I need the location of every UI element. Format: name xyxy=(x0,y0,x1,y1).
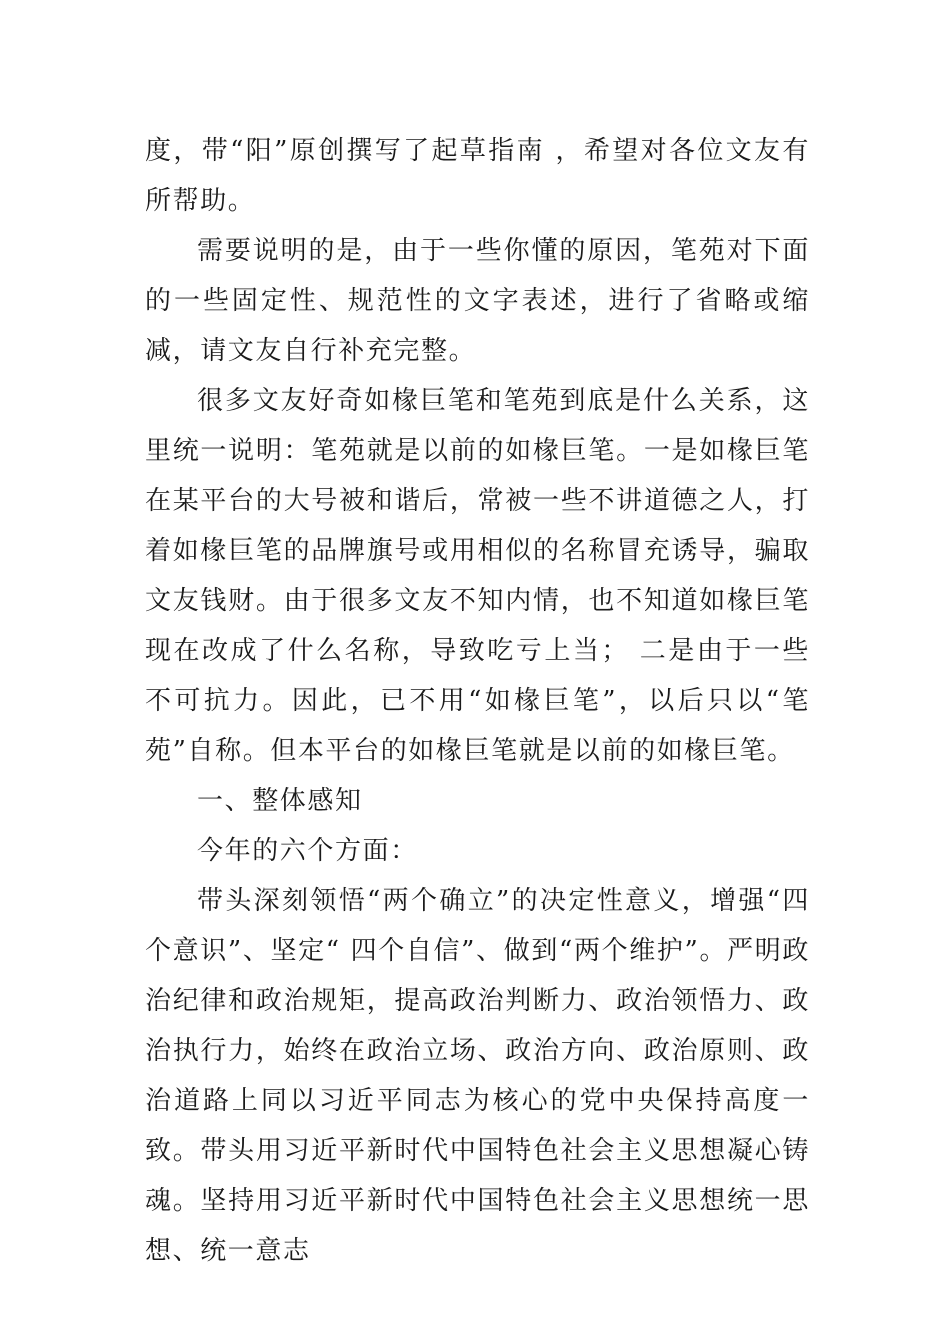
paragraph-note: 需要说明的是，由于一些你懂的原因，笔苑对下面的一些固定性、规范性的文字表述，进行了省略或缩减，请文友自行补充完整。 xyxy=(145,236,810,366)
section-heading: 一、整体感知 xyxy=(197,786,363,816)
paragraph-body: 带头深刻领悟“两个确立”的决定性意义，增强“四个意识”、坚定“ 四个自信”、做到“两个维护”。严明政治纪律和政治规矩，提高政治判断力、政治领悟力、政治执行力，始终在政治立场、政治方向、政治原则、政治道路上同以习近平同志为核心的党中央保持高度一致。带头用习近平新时代中国特色社会主义思想凝心铸魂。坚持用习近平新时代中国特色社会主义思想统一思想、统一意志 xyxy=(145,886,810,1266)
paragraph-intro: 今年的六个方面： xyxy=(197,836,418,866)
document-body xyxy=(145,126,810,1276)
paragraph-continued: 度，带“阳”原创撰写了起草指南 ，希望对各位文友有所帮助。 xyxy=(145,136,810,216)
paragraph-explanation: 很多文友好奇如椽巨笔和笔苑到底是什么关系，这里统一说明：笔苑就是以前的如椽巨笔。一是如椽巨笔在某平台的大号被和谐后，常被一些不讲道德之人，打着如椽巨笔的品牌旗号或用相似的名称冒充诱导，骗取文友钱财。由于很多文友不知内情，也不知道如椽巨笔现在改成了什么名称，导致吃亏上当； 二是由于一些不可抗力。因此，已不用“如椽巨笔”，以后只以“笔苑”自称。但本平台的如椽巨笔就是以前的如椽巨笔。 xyxy=(145,386,810,766)
